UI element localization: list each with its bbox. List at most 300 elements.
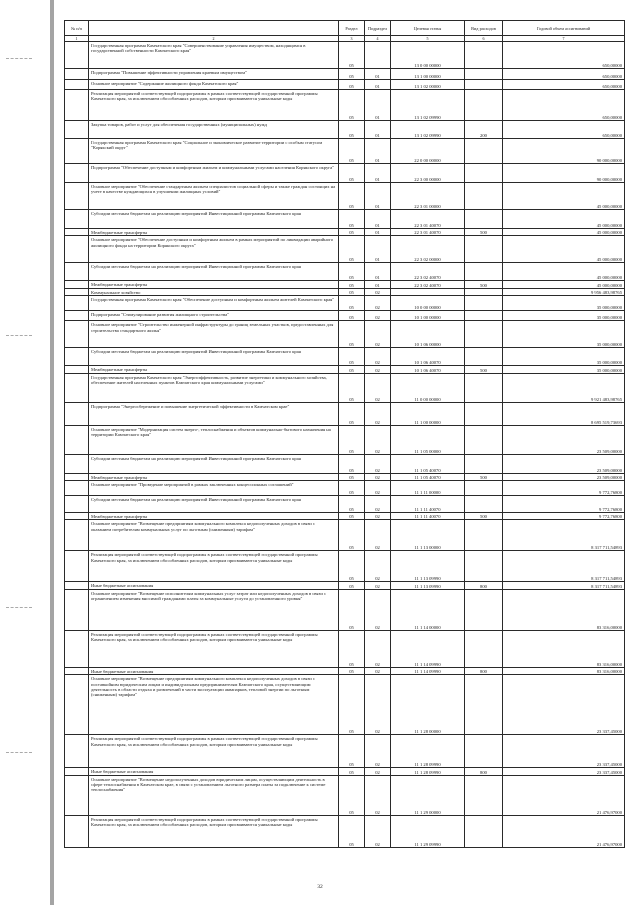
item-name-cell: Подпрограмма "Обеспечение доступным и комфортным жильем и коммунальными услугами населения Корякского округа" <box>89 164 339 183</box>
item-name-cell: Основное мероприятие "Возмещение предприятиям коммунального комплекса недополученных доходов в связи с оказанием потребителям коммунальных услуг по льготным (сниженным) тарифам" <box>89 520 339 551</box>
row-number-cell <box>65 735 89 768</box>
header-expense-type: Вид расходов <box>465 21 503 36</box>
subsection-code-cell: 01 <box>365 229 391 236</box>
table-row <box>65 210 625 229</box>
table-row <box>65 373 625 402</box>
subsection-code-cell: 01 <box>365 183 391 210</box>
expense-type-cell: 500 <box>465 281 503 288</box>
expense-type-cell <box>465 164 503 183</box>
table-row <box>65 139 625 164</box>
table-row <box>65 630 625 667</box>
item-name-cell: Основное мероприятие "Возмещение предприятиям коммунального комплекса недополученных доходов в связи с поставкойним юридическим лицам и индивидуальным предпринимателям Камчатского края, осуществляющим деятельность в области отдыха и развлечений в части эксплуатации аквапарков, тепловой энергии по льготным (сниженным) тарифам" <box>89 675 339 735</box>
row-number-cell <box>65 121 89 139</box>
amount-cell: 650,00000 <box>503 42 625 69</box>
item-name-cell: Государственная программа Камчатского края "Обеспечение доступным и комфортным жильем жителей Камчатского края" <box>89 296 339 311</box>
expense-type-cell <box>465 236 503 263</box>
scan-binding-mark <box>50 0 54 905</box>
page-number: 32 <box>317 884 323 890</box>
expense-type-cell: 500 <box>465 513 503 520</box>
item-name-cell: Иные бюджетные ассигнования <box>89 667 339 674</box>
subsection-code-cell: 02 <box>365 630 391 667</box>
row-number-cell <box>65 321 89 348</box>
table-row <box>65 667 625 674</box>
row-number-cell <box>65 164 89 183</box>
expense-type-cell <box>465 210 503 229</box>
section-code-cell: 05 <box>339 454 365 473</box>
subsection-code-cell: 02 <box>365 348 391 366</box>
row-number-cell <box>65 481 89 496</box>
amount-cell: 650,00000 <box>503 121 625 139</box>
table-row <box>65 551 625 582</box>
row-number-cell <box>65 402 89 425</box>
expense-type-cell <box>465 630 503 667</box>
table-row <box>65 183 625 210</box>
row-number-cell <box>65 311 89 321</box>
target-article-cell: 11 1 05 40070 <box>391 454 465 473</box>
section-code-cell: 05 <box>339 80 365 90</box>
expense-type-cell: 500 <box>465 229 503 236</box>
table-row <box>65 321 625 348</box>
target-article-cell: 13 1 02 00000 <box>391 80 465 90</box>
row-number-cell <box>65 281 89 288</box>
amount-cell: 8 695 519,73693 <box>503 402 625 425</box>
table-row <box>65 80 625 90</box>
table-row <box>65 481 625 496</box>
table-row <box>65 473 625 480</box>
row-number-cell <box>65 42 89 69</box>
section-code-cell: 05 <box>339 90 365 121</box>
amount-cell: 35 000,00000 <box>503 321 625 348</box>
subsection-code-cell <box>365 42 391 69</box>
item-name-cell: Субсидии местным бюджетам на реализацию мероприятий Инвестиционной программы Камчатского края <box>89 496 339 513</box>
amount-cell: 23 509,00000 <box>503 454 625 473</box>
table-row <box>65 90 625 121</box>
subsection-code-cell: 01 <box>365 281 391 288</box>
amount-cell: 23 337,45000 <box>503 768 625 775</box>
subsection-code-cell: 02 <box>365 815 391 847</box>
item-name-cell: Субсидии местным бюджетам на реализацию мероприятий Инвестиционной программы Камчатского края <box>89 210 339 229</box>
target-article-cell: 11 1 28 09990 <box>391 735 465 768</box>
table-row <box>65 42 625 69</box>
amount-cell: 83 316,00000 <box>503 667 625 674</box>
amount-cell: 45 000,00000 <box>503 229 625 236</box>
table-row <box>65 366 625 373</box>
header-row-number: № п/п <box>65 21 89 36</box>
column-number: 7 <box>503 36 625 42</box>
row-number-cell <box>65 236 89 263</box>
column-number: 5 <box>391 36 465 42</box>
budget-table <box>64 20 625 848</box>
section-code-cell: 05 <box>339 210 365 229</box>
row-number-cell <box>65 366 89 373</box>
row-number-cell <box>65 80 89 90</box>
item-name-cell: Межбюджетные трансферты <box>89 473 339 480</box>
section-code-cell: 05 <box>339 236 365 263</box>
subsection-code-cell: 02 <box>365 513 391 520</box>
item-name-cell: Иные бюджетные ассигнования <box>89 582 339 589</box>
amount-cell: 8 317 711,54893 <box>503 520 625 551</box>
row-number-cell <box>65 425 89 454</box>
row-number-cell <box>65 454 89 473</box>
section-code-cell: 05 <box>339 775 365 815</box>
row-number-cell <box>65 183 89 210</box>
table-row <box>65 263 625 281</box>
table-row <box>65 311 625 321</box>
item-name-cell: Межбюджетные трансферты <box>89 281 339 288</box>
target-article-cell: 11 1 13 00000 <box>391 520 465 551</box>
table-row <box>65 69 625 80</box>
target-article-cell: 22 3 02 00000 <box>391 236 465 263</box>
row-number-cell <box>65 667 89 674</box>
target-article-cell: 11 1 05 40070 <box>391 473 465 480</box>
amount-cell: 23 337,45000 <box>503 675 625 735</box>
item-name-cell: Основное мероприятие "Проведение мероприятий в рамках заключенных концессионных соглашений" <box>89 481 339 496</box>
amount-cell: 23 509,00000 <box>503 473 625 480</box>
scan-margin-dash <box>6 335 32 336</box>
amount-cell: 9 772,76800 <box>503 513 625 520</box>
amount-cell: 21 476,97000 <box>503 775 625 815</box>
item-name-cell: Подпрограмма "Энергосбережение и повышение энергетической эффективности в Камчатском крае" <box>89 402 339 425</box>
subsection-code-cell: 01 <box>365 164 391 183</box>
amount-cell: 8 317 711,54893 <box>503 551 625 582</box>
item-name-cell: Государственная программа Камчатского края "Социальное и экономическое развитие территории с особым статусом "Корякский округ" <box>89 139 339 164</box>
item-name-cell: Коммунальное хозяйство <box>89 288 339 295</box>
amount-cell: 8 317 711,54893 <box>503 582 625 589</box>
item-name-cell: Межбюджетные трансферты <box>89 229 339 236</box>
subsection-code-cell: 02 <box>365 373 391 402</box>
amount-cell: 45 000,00000 <box>503 210 625 229</box>
target-article-cell: 22 3 02 40070 <box>391 263 465 281</box>
row-number-cell <box>65 296 89 311</box>
target-article-cell: 11 1 00 00000 <box>391 402 465 425</box>
expense-type-cell <box>465 139 503 164</box>
expense-type-cell <box>465 496 503 513</box>
target-article-cell: 11 1 28 09990 <box>391 768 465 775</box>
table-row <box>65 348 625 366</box>
subsection-code-cell: 02 <box>365 481 391 496</box>
item-name-cell: Субсидии местным бюджетам на реализацию мероприятий Инвестиционной программы Камчатского края <box>89 348 339 366</box>
expense-type-cell <box>465 551 503 582</box>
subsection-code-cell: 01 <box>365 210 391 229</box>
table-row <box>65 768 625 775</box>
table-row <box>65 675 625 735</box>
target-article-cell: 11 1 14 09990 <box>391 630 465 667</box>
row-number-cell <box>65 589 89 630</box>
row-number-cell <box>65 630 89 667</box>
item-name-cell: Подпрограмма "Повышение эффективности управления краевым имуществом" <box>89 69 339 80</box>
subsection-code-cell: 02 <box>365 496 391 513</box>
table-row <box>65 775 625 815</box>
item-name-cell: Реализация мероприятий соответствующей подпрограммы в рамках соответствующей государственной программы Камчатского края, за исключением обособленных расходов, которым присваиваются уникальные коды <box>89 815 339 847</box>
amount-cell: 83 316,00000 <box>503 630 625 667</box>
row-number-cell <box>65 496 89 513</box>
subsection-code-cell: 02 <box>365 288 391 295</box>
amount-cell: 35 000,00000 <box>503 366 625 373</box>
expense-type-cell <box>465 288 503 295</box>
subsection-code-cell: 02 <box>365 551 391 582</box>
row-number-cell <box>65 90 89 121</box>
scan-margin-dash <box>6 607 32 608</box>
target-article-cell: 11 1 11 00000 <box>391 481 465 496</box>
section-code-cell: 05 <box>339 311 365 321</box>
amount-cell: 21 476,97000 <box>503 815 625 847</box>
amount-cell: 23 509,00000 <box>503 425 625 454</box>
expense-type-cell <box>465 735 503 768</box>
subsection-code-cell: 02 <box>365 582 391 589</box>
section-code-cell: 05 <box>339 42 365 69</box>
amount-cell: 45 000,00000 <box>503 236 625 263</box>
subsection-code-cell: 02 <box>365 454 391 473</box>
row-number-cell <box>65 229 89 236</box>
row-number-cell <box>65 263 89 281</box>
row-number-cell <box>65 348 89 366</box>
expense-type-cell: 500 <box>465 366 503 373</box>
expense-type-cell: 800 <box>465 582 503 589</box>
row-number-cell <box>65 582 89 589</box>
target-article-cell: 22 0 00 00000 <box>391 139 465 164</box>
expense-type-cell <box>465 775 503 815</box>
section-code-cell: 05 <box>339 373 365 402</box>
subsection-code-cell: 02 <box>365 296 391 311</box>
target-article-cell: 11 1 14 00000 <box>391 589 465 630</box>
target-article-cell: 11 1 29 00000 <box>391 775 465 815</box>
row-number-cell <box>65 210 89 229</box>
expense-type-cell <box>465 69 503 80</box>
table-row <box>65 496 625 513</box>
subsection-code-cell: 02 <box>365 473 391 480</box>
expense-type-cell <box>465 321 503 348</box>
item-name-cell: Закупка товаров, работ и услуг для обеспечения государственных (муниципальных) нужд <box>89 121 339 139</box>
section-code-cell: 05 <box>339 183 365 210</box>
item-name-cell: Субсидии местным бюджетам на реализацию мероприятий Инвестиционной программы Камчатского края <box>89 263 339 281</box>
subsection-code-cell: 01 <box>365 69 391 80</box>
item-name-cell: Межбюджетные трансферты <box>89 366 339 373</box>
item-name-cell: Реализация мероприятий соответствующей подпрограммы в рамках соответствующей государственной программы Камчатского края, за исключением обособленных расходов, которым присваиваются уникальные коды <box>89 630 339 667</box>
subsection-code-cell: 01 <box>365 80 391 90</box>
target-article-cell: 11 1 13 09990 <box>391 551 465 582</box>
amount-cell: 90 000,00000 <box>503 164 625 183</box>
subsection-code-cell: 01 <box>365 139 391 164</box>
expense-type-cell <box>465 402 503 425</box>
table-row <box>65 582 625 589</box>
subsection-code-cell: 02 <box>365 311 391 321</box>
section-code-cell: 05 <box>339 735 365 768</box>
amount-cell: 650,00000 <box>503 80 625 90</box>
item-name-cell: Субсидии местным бюджетам на реализацию мероприятий Инвестиционной программы Камчатского края <box>89 454 339 473</box>
target-article-cell: 22 3 01 00000 <box>391 183 465 210</box>
target-article-cell: 10 0 00 00000 <box>391 296 465 311</box>
expense-type-cell <box>465 263 503 281</box>
section-code-cell: 05 <box>339 263 365 281</box>
section-code-cell: 05 <box>339 402 365 425</box>
subsection-code-cell: 02 <box>365 675 391 735</box>
header-subsection: Подраздел <box>365 21 391 36</box>
table-row <box>65 164 625 183</box>
item-name-cell: Государственная программа Камчатского края "Совершенствование управления имуществом, находящимся в государственной собственности Камчатского края" <box>89 42 339 69</box>
row-number-cell <box>65 69 89 80</box>
subsection-code-cell: 02 <box>365 589 391 630</box>
subsection-code-cell: 02 <box>365 402 391 425</box>
section-code-cell: 05 <box>339 589 365 630</box>
section-code-cell: 05 <box>339 229 365 236</box>
column-number: 1 <box>65 36 89 42</box>
expense-type-cell <box>465 454 503 473</box>
expense-type-cell: 500 <box>465 473 503 480</box>
subsection-code-cell: 02 <box>365 321 391 348</box>
row-number-cell <box>65 775 89 815</box>
column-number: 2 <box>89 36 339 42</box>
table-row <box>65 296 625 311</box>
table-row <box>65 815 625 847</box>
subsection-code-cell: 01 <box>365 236 391 263</box>
table-row <box>65 735 625 768</box>
section-code-cell: 05 <box>339 815 365 847</box>
expense-type-cell <box>465 42 503 69</box>
expense-type-cell: 200 <box>465 121 503 139</box>
subsection-code-cell: 02 <box>365 775 391 815</box>
section-code-cell: 05 <box>339 281 365 288</box>
target-article-cell: 11 1 29 09990 <box>391 815 465 847</box>
section-code-cell: 05 <box>339 321 365 348</box>
target-article-cell: 11 1 13 09990 <box>391 582 465 589</box>
subsection-code-cell: 01 <box>365 90 391 121</box>
item-name-cell: Подпрограмма "Стимулирование развития жилищного строительства" <box>89 311 339 321</box>
table-row <box>65 520 625 551</box>
section-code-cell: 05 <box>339 513 365 520</box>
expense-type-cell: 800 <box>465 667 503 674</box>
expense-type-cell <box>465 296 503 311</box>
amount-cell: 45 000,00000 <box>503 281 625 288</box>
table-row <box>65 288 625 295</box>
subsection-code-cell: 02 <box>365 425 391 454</box>
expense-type-cell <box>465 90 503 121</box>
item-name-cell: Реализация мероприятий соответствующей подпрограммы в рамках соответствующей государственной программы Камчатского края, за исключением обособленных расходов, которым присваиваются уникальные коды <box>89 735 339 768</box>
target-article-cell: 22 3 01 40070 <box>391 229 465 236</box>
row-number-cell <box>65 768 89 775</box>
section-code-cell: 05 <box>339 348 365 366</box>
subsection-code-cell: 02 <box>365 667 391 674</box>
amount-cell: 23 337,45000 <box>503 735 625 768</box>
table-row <box>65 229 625 236</box>
target-article-cell: 10 1 00 00000 <box>391 311 465 321</box>
expense-type-cell <box>465 425 503 454</box>
target-article-cell: 11 1 14 09990 <box>391 667 465 674</box>
target-article-cell: 22 3 01 40070 <box>391 210 465 229</box>
target-article-cell: 11 1 28 00000 <box>391 675 465 735</box>
section-code-cell: 05 <box>339 296 365 311</box>
amount-cell: 45 000,00000 <box>503 183 625 210</box>
subsection-code-cell: 02 <box>365 520 391 551</box>
target-article-cell: 10 1 06 40070 <box>391 348 465 366</box>
subsection-code-cell: 02 <box>365 735 391 768</box>
column-number: 6 <box>465 36 503 42</box>
table-row <box>65 589 625 630</box>
header-target-article: Целевая статья <box>391 21 465 36</box>
section-code-cell: 05 <box>339 164 365 183</box>
amount-cell: 650,00000 <box>503 69 625 80</box>
section-code-cell: 05 <box>339 582 365 589</box>
row-number-cell <box>65 288 89 295</box>
subsection-code-cell: 02 <box>365 768 391 775</box>
target-article-cell: 10 1 06 00000 <box>391 321 465 348</box>
item-name-cell: Основное мероприятие "Модернизация систем энерго-, теплоснабжения и объектов коммунально-бытового назначения на территории Камчатского края" <box>89 425 339 454</box>
section-code-cell: 05 <box>339 139 365 164</box>
target-article-cell: 22 3 02 40070 <box>391 281 465 288</box>
target-article-cell: 11 1 11 40070 <box>391 513 465 520</box>
subsection-code-cell: 01 <box>365 263 391 281</box>
target-article-cell: 22 3 00 00000 <box>391 164 465 183</box>
amount-cell: 650,00000 <box>503 90 625 121</box>
section-code-cell: 05 <box>339 288 365 295</box>
expense-type-cell <box>465 481 503 496</box>
item-name-cell: Основное мероприятие "Обеспечение доступным и комфортным жильем в рамках мероприятий по ликвидации аварийного жилищного фонда на территории Корякского округа" <box>89 236 339 263</box>
section-code-cell: 05 <box>339 520 365 551</box>
table-row <box>65 281 625 288</box>
expense-type-cell <box>465 348 503 366</box>
target-article-cell: 13 1 00 00000 <box>391 69 465 80</box>
table-row <box>65 236 625 263</box>
subsection-code-cell: 01 <box>365 121 391 139</box>
target-article-cell: 11 0 00 00000 <box>391 373 465 402</box>
expense-type-cell <box>465 589 503 630</box>
item-name-cell: Реализация мероприятий соответствующей подпрограммы в рамках соответствующей государственной программы Камчатского края, за исключением обособленных расходов, которым присваиваются уникальные коды <box>89 90 339 121</box>
table-header-row <box>65 21 625 36</box>
row-number-cell <box>65 520 89 551</box>
amount-cell: 35 000,00000 <box>503 348 625 366</box>
expense-type-cell <box>465 311 503 321</box>
row-number-cell <box>65 815 89 847</box>
amount-cell: 9 956 483,98765 <box>503 288 625 295</box>
table-row <box>65 454 625 473</box>
target-article-cell: 13 1 02 09990 <box>391 121 465 139</box>
scan-margin-dash <box>6 58 32 59</box>
section-code-cell: 05 <box>339 667 365 674</box>
section-code-cell: 05 <box>339 69 365 80</box>
section-code-cell: 05 <box>339 630 365 667</box>
amount-cell: 9 921 483,98765 <box>503 373 625 402</box>
column-number: 3 <box>339 36 365 42</box>
section-code-cell: 05 <box>339 496 365 513</box>
row-number-cell <box>65 675 89 735</box>
section-code-cell: 05 <box>339 675 365 735</box>
item-name-cell: Иные бюджетные ассигнования <box>89 768 339 775</box>
item-name-cell: Основное мероприятие "Строительство инженерной инфраструктуры до границ земельных участков, предоставленных для строительства стандартного жилья" <box>89 321 339 348</box>
amount-cell: 9 772,76800 <box>503 496 625 513</box>
table-row <box>65 402 625 425</box>
section-code-cell: 05 <box>339 551 365 582</box>
amount-cell: 35 000,00000 <box>503 296 625 311</box>
item-name-cell: Основное мероприятие "Возмещение недополученных доходов юридическим лицам, осуществляющим деятельность в сфере теплоснабжения в Камчатском крае, в связи с установлением льготного размера платы за подключение к системе теплоснабжения" <box>89 775 339 815</box>
item-name-cell: Реализация мероприятий соответствующей подпрограммы в рамках соответствующей государственной программы Камчатского края, за исключением обособленных расходов, которым присваиваются уникальные коды <box>89 551 339 582</box>
expense-type-cell <box>465 520 503 551</box>
item-name-cell: Межбюджетные трансферты <box>89 513 339 520</box>
target-article-cell <box>391 288 465 295</box>
section-code-cell: 05 <box>339 473 365 480</box>
section-code-cell: 05 <box>339 366 365 373</box>
amount-cell: 9 772,76800 <box>503 481 625 496</box>
expense-type-cell: 800 <box>465 768 503 775</box>
expense-type-cell <box>465 80 503 90</box>
item-name-cell: Основное мероприятие "Содержание жилищного фонда Камчатского края" <box>89 80 339 90</box>
item-name-cell: Государственная программа Камчатского края "Энергоэффективность, развитие энергетики и коммунального хозяйства, обеспечение жителей населенных пунктов Камчатского края коммунальными услугами" <box>89 373 339 402</box>
amount-cell: 35 000,00000 <box>503 311 625 321</box>
table-row <box>65 425 625 454</box>
header-section: Раздел <box>339 21 365 36</box>
header-item-name <box>89 21 339 36</box>
table-body <box>65 42 625 848</box>
table-row <box>65 513 625 520</box>
table-row <box>65 121 625 139</box>
